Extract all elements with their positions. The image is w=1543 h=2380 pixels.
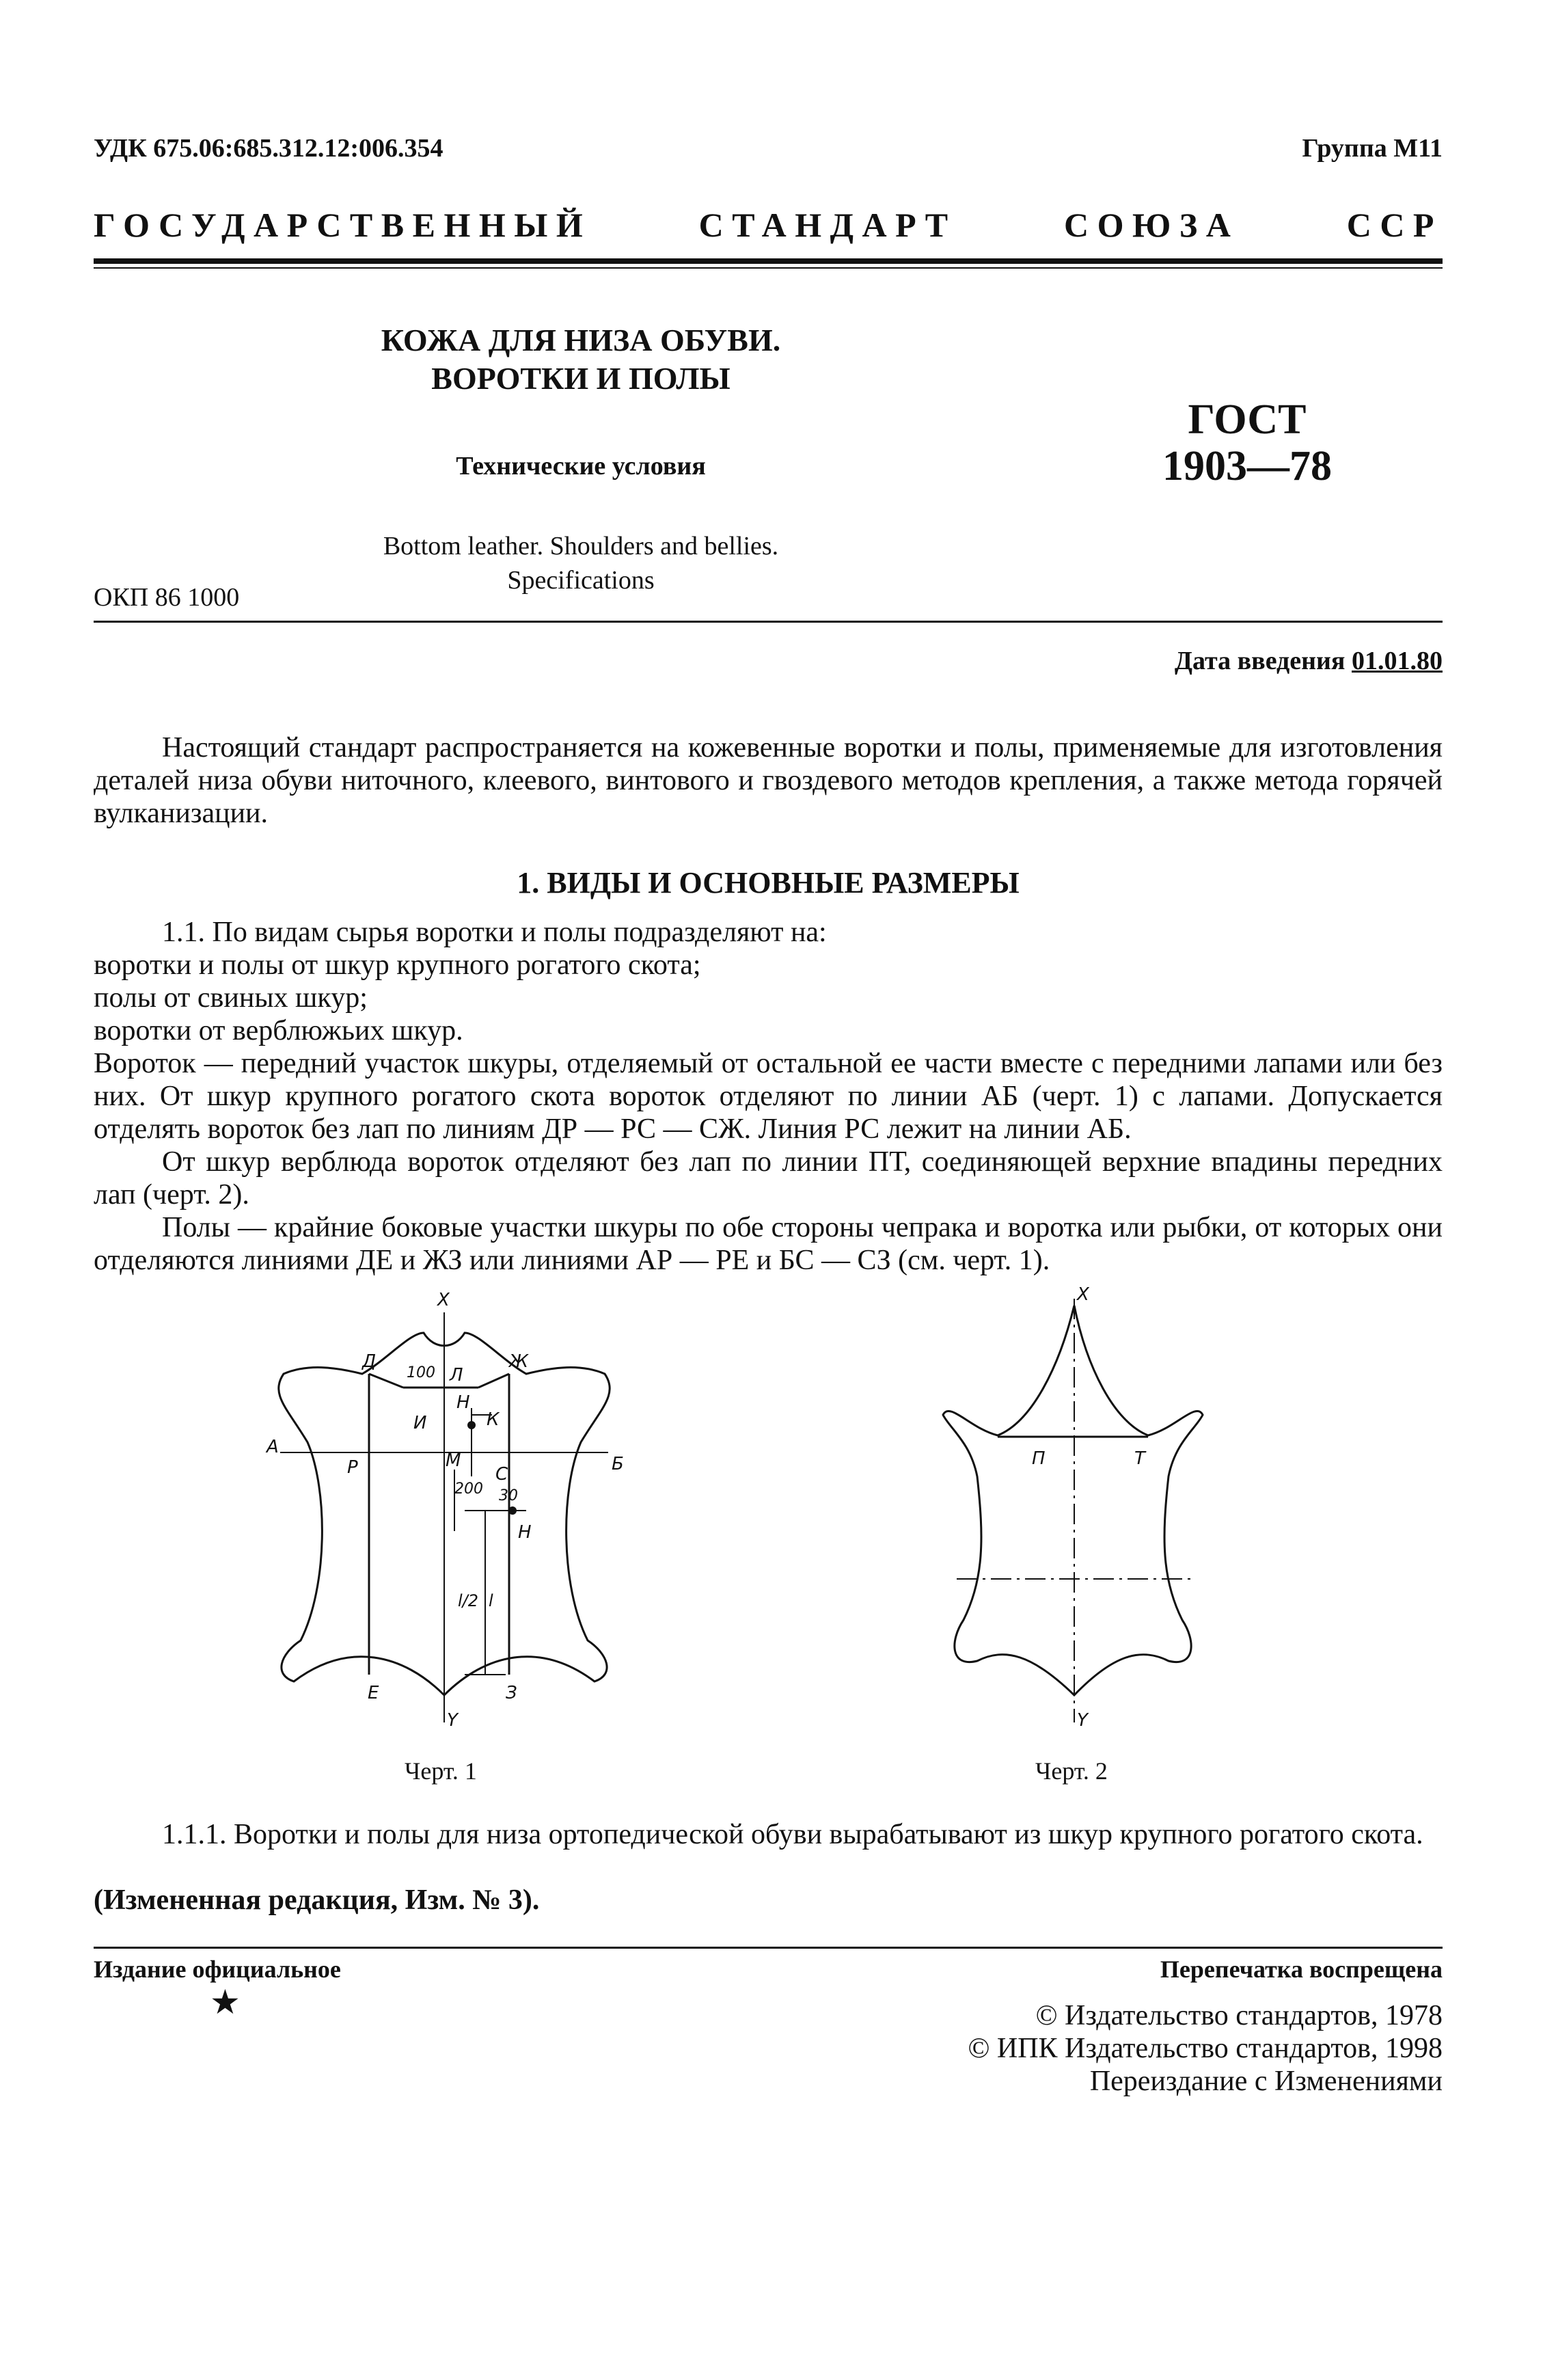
label-s: С — [495, 1464, 508, 1485]
intro-date-label: Дата введения — [1174, 647, 1346, 675]
header-rule-thin — [94, 267, 1443, 269]
list-item: полы от свиных шкур; — [94, 982, 368, 1014]
label-r: Р — [347, 1457, 358, 1478]
figure-2-caption: Черт. 2 — [1035, 1757, 1108, 1785]
label-zh: Ж — [509, 1351, 529, 1372]
banner-word: ГОСУДАРСТВЕННЫЙ — [94, 206, 592, 244]
clause-1-1-1-text: 1.1.1. Воротки и полы для низа ортопедической обуви вырабатывают из шкур крупного рогатого скота. — [162, 1819, 1423, 1850]
english-title — [294, 529, 868, 597]
banner-word: СОЮЗА — [1064, 206, 1240, 244]
figure-1-caption: Черт. 1 — [405, 1757, 477, 1785]
group-code: Группа М11 — [1302, 134, 1443, 163]
label-y: Y — [447, 1710, 458, 1731]
label-n2: Н — [518, 1522, 532, 1543]
label-x: X — [437, 1290, 450, 1310]
intro-text: Настоящий стандарт распространяется на кожевенные воротки и полы, применяемые для изготовления деталей низа обуви ниточного, клеевого, винтового и гвоздевого методов крепления, а также метода горячей вулканизации. — [94, 732, 1443, 829]
section-heading: 1. ВИДЫ И ОСНОВНЫЕ РАЗМЕРЫ — [517, 866, 1020, 900]
copyright-line: © Издательство стандартов, 1978 — [1035, 2000, 1443, 2031]
dim-30: 30 — [499, 1487, 518, 1504]
english-title-line-2: Specifications — [507, 566, 655, 595]
label-z: З — [506, 1683, 517, 1703]
label-e: Е — [368, 1683, 379, 1703]
label-i: И — [413, 1413, 427, 1433]
poly-definition: Полы — крайние боковые участки шкуры по обе стороны чепрака и воротка или рыбки, от которых они отделяются линиями ДЕ и ЖЗ или линиями АР — РЕ и БС — СЗ (см. черт. 1). — [94, 1212, 1443, 1276]
reissue-note: Переиздание с Изменениями — [1089, 2066, 1443, 2097]
english-title-line-1: Bottom leather. Shoulders and bellies. — [383, 532, 779, 560]
label-k: К — [487, 1409, 500, 1430]
copyright-line: © ИПК Издательство стандартов, 1998 — [968, 2033, 1443, 2064]
dim-l: l — [489, 1591, 493, 1610]
reprint-prohibited: Перепечатка воспрещена — [1160, 1956, 1443, 1983]
okp-code: ОКП 86 1000 — [94, 583, 240, 612]
label-y: Y — [1077, 1710, 1088, 1731]
banner-word: ССР — [1346, 206, 1443, 244]
amendment-note: (Измененная редакция, Изм. № 3). — [94, 1884, 540, 1916]
banner-word: СТАНДАРТ — [698, 206, 957, 244]
label-p: П — [1032, 1448, 1046, 1469]
title-block — [294, 321, 868, 597]
list-item: воротки от верблюжьих шкур. — [94, 1015, 463, 1046]
copyright-block — [968, 1999, 1443, 2098]
gost-number-block — [1087, 396, 1408, 489]
star-icon: ★ — [210, 1983, 241, 2021]
title-line-1: КОЖА ДЛЯ НИЗА ОБУВИ. — [381, 323, 781, 357]
dim-l-half: l/2 — [458, 1591, 479, 1610]
official-edition: Издание официальное — [94, 1956, 341, 1983]
figure-1-hide-diagram — [267, 1285, 622, 1729]
figure-2-camel-hide-diagram — [916, 1285, 1216, 1729]
title-rule — [94, 621, 1443, 623]
label-n: Н — [456, 1392, 470, 1413]
label-a: А — [267, 1437, 279, 1457]
label-t: Т — [1134, 1448, 1145, 1469]
gost-label: ГОСТ — [1188, 396, 1307, 443]
list-item: воротки и полы от шкур крупного рогатого скота; — [94, 949, 701, 981]
label-l: Л — [450, 1365, 463, 1385]
gost-number: 1903—78 — [1162, 443, 1332, 489]
label-d: Д — [362, 1351, 377, 1372]
intro-date — [1175, 646, 1443, 676]
dim-100: 100 — [407, 1364, 435, 1381]
footer-rule — [94, 1947, 1443, 1949]
intro-date-value: 01.01.80 — [1352, 647, 1443, 675]
header-rule-thick — [94, 258, 1443, 264]
dim-200: 200 — [454, 1480, 483, 1498]
camel-paragraph: От шкур верблюда вороток отделяют без лап по линии ПТ, соединяющей верхние впадины передних лап (черт. 2). — [94, 1146, 1443, 1211]
clause-1-1-1 — [94, 1818, 1443, 1851]
label-b: Б — [612, 1454, 624, 1474]
udk-code: УДК 675.06:685.312.12:006.354 — [94, 134, 443, 163]
label-m: М — [446, 1450, 461, 1471]
intro-paragraph — [94, 731, 1443, 830]
label-x: X — [1077, 1284, 1089, 1305]
vorotok-definition: Вороток — передний участок шкуры, отделяемый от остальной ее части вместе с передними лапами или без них. От шкур крупного рогатого скота вороток отделяют по линии АБ (черт. 1) с лапами. Допускается отделять вороток без лап по линиям ДР — РС — СЖ. Линия РС лежит на линии АБ. — [94, 1048, 1443, 1145]
title-line-2: ВОРОТКИ И ПОЛЫ — [431, 361, 730, 396]
subtitle: Технические условия — [456, 452, 706, 481]
section-body — [94, 916, 1443, 1277]
state-standard-banner — [94, 205, 1443, 245]
clause-1-1: 1.1. По видам сырья воротки и полы подразделяют на: — [162, 917, 827, 948]
